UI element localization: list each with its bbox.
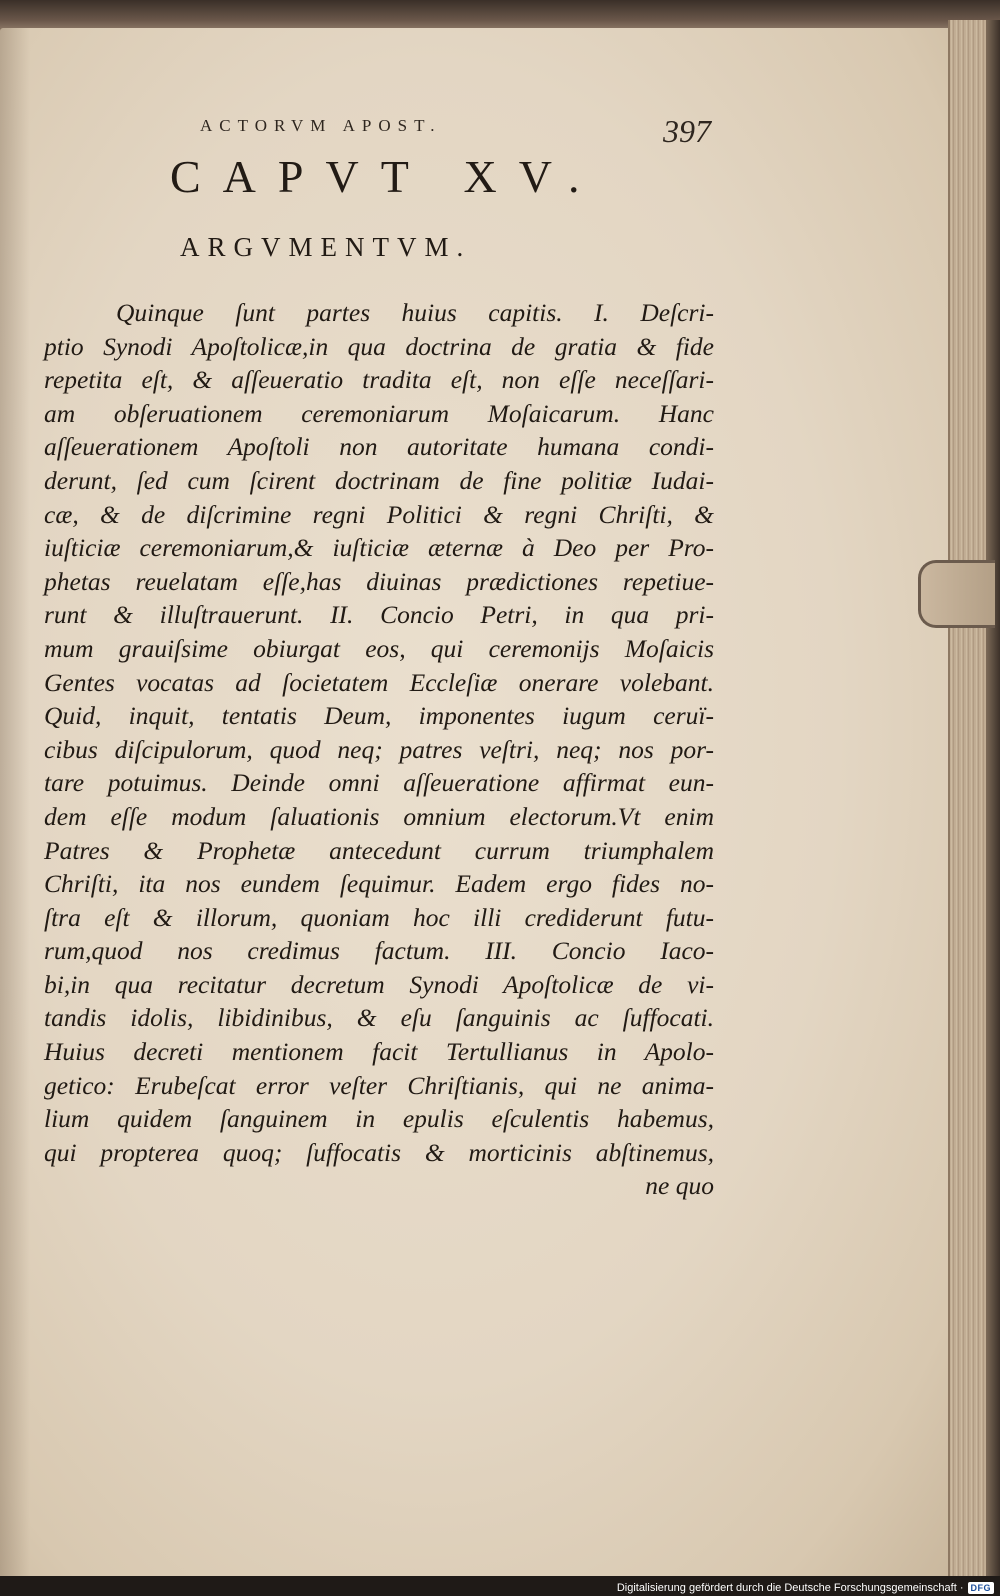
gutter-shadow [0, 28, 30, 1576]
section-title: ARGVMENTVM. [180, 232, 472, 262]
text-line: cæ, & de diſcrimine regni Politici & regni Chriſti, & [44, 499, 714, 529]
text-line: runt & illuſtrauerunt. II. Concio Petri, in qua pri- [44, 600, 714, 630]
text-line: mum grauiſsime obiurgat eos, qui ceremonijs Moſaicis [44, 633, 714, 663]
text-line: aſſeuerationem Apoſtoli non autoritate humana condi- [44, 432, 714, 462]
text-line: derunt, ſed cum ſcirent doctrinam de fine politiæ Iudai- [44, 465, 714, 495]
text-line: rum,quod nos credimus factum. III. Concio Iaco- [44, 936, 714, 966]
text-line: am obſeruationem ceremoniarum Moſaicarum. Hanc [44, 398, 714, 428]
text-line: bi,in qua recitatur decretum Synodi Apoſtolicæ de vi- [44, 969, 714, 999]
chapter-title: CAPVT XV. [170, 151, 602, 202]
text-line: ptio Synodi Apoſtolicæ,in qua doctrina de gratia & fide [44, 331, 714, 361]
text-line: ſtra eſt & illorum, quoniam hoc illi crediderunt futu- [44, 902, 714, 932]
text-line: getico: Erubeſcat error veſter Chriſtianis, qui ne anima- [44, 1070, 714, 1100]
credit-text: Digitalisierung gefördert durch die Deutsche Forschungsgemeinschaft · [616, 1582, 964, 1594]
text-line: Quinque ſunt partes huius capitis. I. Deſcri- [116, 298, 714, 327]
text-line: dem eſſe modum ſaluationis omnium electorum.Vt enim [44, 801, 714, 831]
fore-edge-shadow [986, 20, 1000, 1580]
text-line: phetas reuelatam eſſe,has diuinas prædictiones repetiue- [44, 566, 714, 596]
dfg-logo-icon: DFG [968, 1582, 995, 1594]
text-line: cibus diſcipulorum, quod neq; patres veſtri, neq; nos por- [44, 734, 714, 764]
text-line: Gentes vocatas ad ſocietatem Eccleſiæ onerare volebant. [44, 667, 714, 697]
text-line: lium quidem ſanguinem in epulis eſculentis habemus, [44, 1104, 714, 1134]
page-number: 397 [663, 113, 711, 149]
text-line: tandis idolis, libidinibus, & eſu ſanguinis ac ſuffocati. [44, 1003, 714, 1033]
text-line: tare potuimus. Deinde omni aſſeueratione affirmat eun- [44, 768, 714, 798]
text-line: Huius decreti mentionem facit Tertullianus in Apolo- [44, 1037, 714, 1067]
catchword: ne quo [645, 1171, 714, 1201]
page-clip [918, 560, 995, 628]
text-line: Quid, inquit, tentatis Deum, imponentes iugum ceruï- [44, 701, 714, 731]
text-line: repetita eſt, & aſſeueratio tradita eſt, non eſſe neceſſari- [44, 365, 714, 395]
text-line: Chriſti, ita nos eundem ſequimur. Eadem ergo fides no- [44, 869, 714, 899]
funding-credit [617, 1582, 994, 1594]
text-line: qui propterea quoq; ſuffocatis & morticinis abſtinemus, [44, 1137, 714, 1167]
running-head: ACTORVM APOST. [200, 116, 442, 135]
body-text [44, 296, 714, 1203]
text-line: iuſticiæ ceremoniarum,& iuſticiæ æternæ à Deo per Pro- [44, 533, 714, 563]
text-line: Patres & Prophetæ antecedunt currum triumphalem [44, 835, 714, 865]
footer-bar [0, 1576, 1000, 1596]
